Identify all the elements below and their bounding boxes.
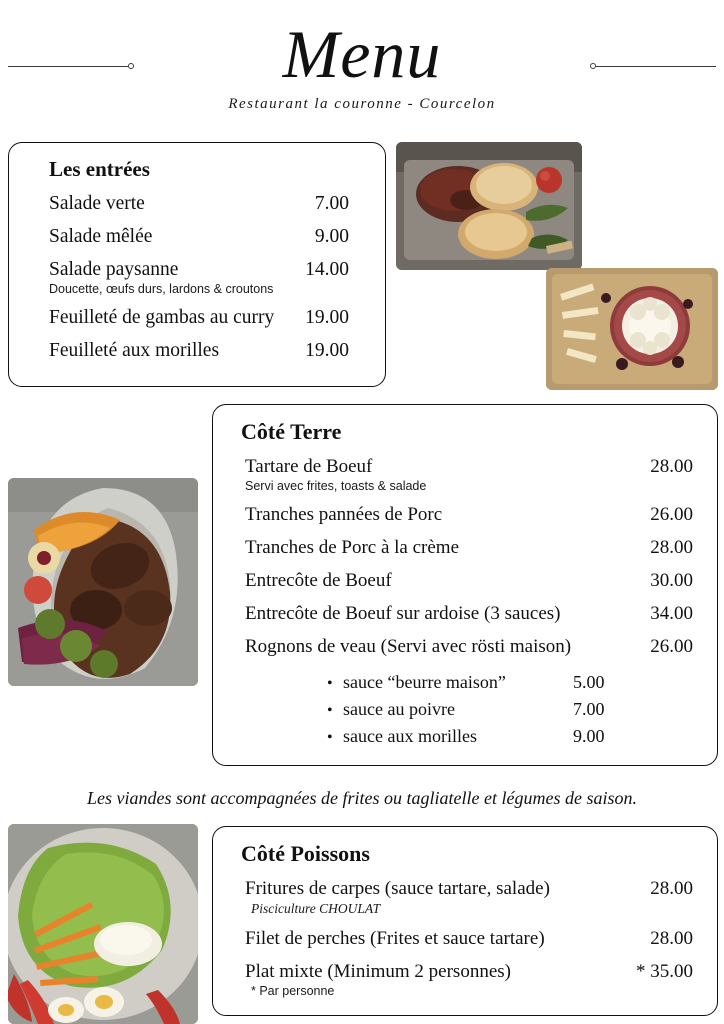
menu-item-price: 28.00 (650, 537, 693, 558)
menu-header (0, 0, 724, 132)
bullet-icon: • (327, 729, 333, 746)
menu-item-price: 30.00 (650, 570, 693, 591)
sauce-item (327, 726, 699, 747)
menu-item-price: 26.00 (650, 636, 693, 657)
menu-item (245, 537, 693, 559)
section-cote-poissons (212, 826, 718, 1016)
menu-item-description: Doucette, œufs durs, lardons & croutons (49, 282, 274, 296)
section-les-entrees (8, 142, 386, 387)
menu-item-price: 9.00 (314, 226, 349, 247)
mixed-salad-photo (8, 824, 198, 1024)
menu-item-price: 34.00 (650, 603, 693, 624)
menu-item-footnote: * Par personne (251, 984, 335, 998)
menu-item-name: Feuilleté de gambas au curry (49, 307, 275, 328)
menu-item (49, 307, 349, 329)
menu-item (49, 340, 349, 362)
sauce-name: sauce “beurre maison” (343, 672, 506, 692)
menu-item-price: 28.00 (650, 456, 693, 477)
header-rule-right (596, 66, 716, 67)
menu-item-price: * 35.00 (636, 961, 693, 982)
section-title-cote-poissons: Côté Poissons (241, 841, 370, 866)
menu-item-name: Entrecôte de Boeuf sur ardoise (3 sauces) (245, 603, 561, 624)
menu-item (245, 570, 693, 592)
meat-accompaniment-note: Les viandes sont accompagnées de frites ou tagliatelle et légumes de saison. (87, 788, 637, 808)
menu-item-price: 28.00 (650, 878, 693, 899)
menu-item (49, 226, 349, 248)
menu-item-name: Tartare de Boeuf (245, 456, 373, 477)
sauce-price: 9.00 (573, 726, 605, 746)
menu-item-name: Fritures de carpes (sauce tartare, salade) (245, 878, 550, 899)
menu-item-description: Servi avec frites, toasts & salade (245, 479, 427, 493)
sauce-price: 7.00 (573, 699, 605, 719)
menu-item (49, 259, 349, 281)
menu-item-price: 7.00 (314, 193, 349, 214)
sauce-name: sauce au poivre (343, 699, 455, 719)
menu-item-name: Feuilleté aux morilles (49, 340, 220, 361)
bullet-icon: • (327, 702, 333, 719)
meat-dish-photo (8, 478, 198, 686)
menu-item-name: Entrecôte de Boeuf (245, 570, 392, 591)
menu-item-name: Tranches pannées de Porc (245, 504, 443, 525)
menu-item-description: Pisciculture CHOULAT (251, 901, 381, 916)
header-rule-left (8, 66, 128, 67)
header-dot-right (590, 63, 596, 69)
section-title-cote-terre: Côté Terre (241, 419, 342, 444)
restaurant-subtitle: Restaurant la couronne - Courcelon (228, 96, 496, 112)
menu-item (245, 928, 693, 950)
menu-item-name: Salade mêlée (49, 226, 153, 247)
menu-item-price: 14.00 (305, 259, 349, 280)
menu-item-price: 19.00 (305, 340, 349, 361)
menu-item-name: Salade paysanne (49, 259, 179, 280)
menu-item-name: Tranches de Porc à la crème (245, 537, 460, 558)
charcuterie-platter-photo (546, 268, 718, 390)
bullet-icon: • (327, 675, 333, 692)
sauce-name: sauce aux morilles (343, 726, 477, 746)
section-title-entrees: Les entrées (49, 157, 150, 181)
menu-item-name: Plat mixte (Minimum 2 personnes) (245, 961, 511, 982)
header-dot-left (128, 63, 134, 69)
menu-item-price: 19.00 (305, 307, 349, 328)
menu-item-price: 28.00 (650, 928, 693, 949)
page-title: Menu (282, 16, 442, 92)
menu-item-name: Salade verte (49, 193, 145, 214)
section-cote-terre (212, 404, 718, 766)
sauces-list (327, 672, 699, 747)
menu-item-name: Rognons de veau (Servi avec rösti maison) (245, 636, 572, 657)
sauce-price: 5.00 (573, 672, 605, 692)
menu-item (245, 456, 693, 478)
sauce-item (327, 699, 699, 720)
menu-item-price: 26.00 (650, 504, 693, 525)
menu-item (245, 878, 693, 900)
menu-item (49, 193, 349, 215)
sauce-item (327, 672, 699, 693)
tartare-with-bread-photo (396, 142, 582, 270)
menu-item (245, 603, 693, 625)
menu-item (245, 961, 693, 983)
menu-item-name: Filet de perches (Frites et sauce tartare) (245, 928, 545, 949)
menu-item (245, 504, 693, 526)
menu-item (245, 636, 693, 658)
